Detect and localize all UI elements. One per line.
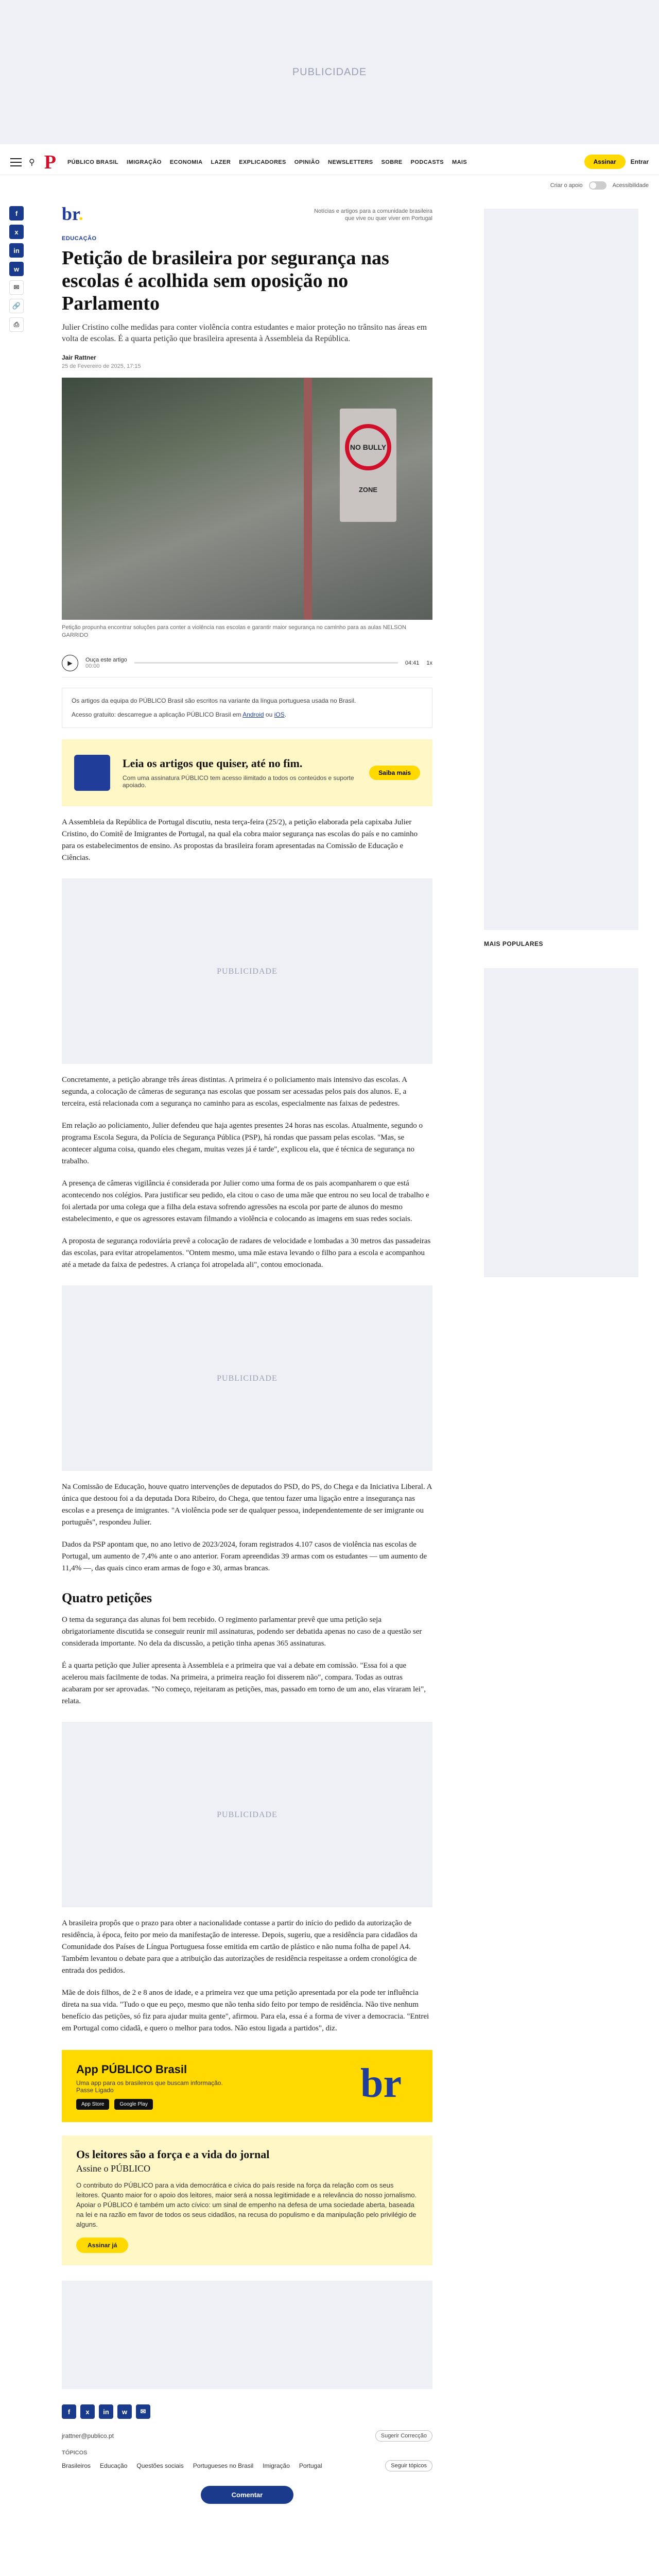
audio-progress[interactable] [134,662,398,664]
login-button[interactable]: Entrar [630,158,649,165]
share-icon[interactable]: 🔗 [9,299,24,313]
search-icon[interactable]: ⚲ [29,158,35,167]
nav-link[interactable]: SOBRE [381,159,403,165]
support-subtitle: Assine o PÚBLICO [76,2163,151,2174]
nav-link[interactable]: MAIS [452,159,467,165]
audio-player [62,649,432,677]
topic-tag[interactable]: Questões sociais [136,2462,184,2469]
top-ad-banner [0,0,659,144]
topic-tag[interactable]: Portugueses no Brasil [193,2462,254,2469]
nav-link[interactable]: EXPLICADORES [239,159,286,165]
share-icon[interactable]: ⎙ [9,317,24,332]
sidebar-ad-2 [484,968,638,1277]
notice-or: ou [265,711,273,718]
author-contact [62,2430,432,2442]
article-title: Petição de brasileira por segurança nas escolas é acolhida sem oposição no Parlamento [62,247,389,314]
author-email[interactable]: jrattner@publico.pt [62,2432,114,2439]
menu-icon[interactable] [10,158,22,166]
audio-total: 04:41 [405,659,420,666]
accessibility-label: Acessibilidade [612,182,649,189]
photo-caption: Petição propunha encontrar soluções para conter a violência nas escolas e garantir maior segurança no caminho para as aulas NELSON GARRIDO [62,624,406,638]
app-store-badge[interactable]: App Store [76,2099,109,2110]
support-desc: O contributo do PÚBLICO para a vida democrática e cívica do país reside na força da relação com os seus leitores. Quanto maior for o apoio dos leitores, maior será a nossa legitimidade e a relevância do nosso jornalismo. Apoiar o PÚBLICO é também um acto cívico: um sinal de empenho na defesa de uma sociedade aberta, baseada na lei e na razão em favor de todos os seus cidadãos, na recusa do populismo e da manipulação pelo privilégio de alguns. [76,2181,417,2228]
topic-tag[interactable]: Educação [100,2462,128,2469]
comment-button[interactable]: Comentar [201,2486,293,2504]
nav-link[interactable]: NEWSLETTERS [328,159,373,165]
paragraph: É a quarta petição que Julier apresenta à Assembleia e a primeira que vai a debate em comissão. "Essa foi a que acelerou mais facilmente de todas. Na primeira, a primeira reação foi disserem não", compara. Todas as outras acabaram por ser aprovadas. "No começo, rejeitaram as petições, mas, passado em torno de um ano, elas viraram lei", relata. [62,1662,426,1705]
nav-link[interactable]: ECONOMIA [169,159,203,165]
nav-link[interactable]: PÚBLICO BRASIL [67,159,119,165]
publico-logo[interactable]: P [44,151,56,173]
author-name[interactable]: Jair Rattner [62,354,96,361]
topic-tag[interactable]: Brasileiros [62,2462,91,2469]
accessibility-toggle[interactable] [589,181,606,190]
publico-brasil-logo[interactable]: br. [62,204,83,224]
share-icon[interactable]: x [9,225,24,239]
nav-link[interactable]: IMIGRAÇÃO [127,159,162,165]
sub-navbar [0,178,659,193]
nav-links [67,159,467,165]
paragraph: O tema da segurança das alunas foi bem recebido. O regimento parlamentar prevê que uma petição seja obrigatoriamente discutida se conseguir reunir mil assinaturas, podendo ser debatida apenas no caso de a questão ser considerada importante. No dela da discussão, a petição tinha apenas 365 assinaturas. [62,1616,422,1648]
google-play-badge[interactable]: Google Play [114,2099,152,2110]
promo-title: Leia os artigos que quiser, até no fim. [123,757,303,770]
paragraph: Dados da PSP apontam que, no ano letivo de 2023/2024, foram registrados 4.107 casos de violência nas escolas de Portugal, um aumento de 7,4% ante o ano anterior. Foram apreendidas 39 armas com os estudantes — um aumento de 11,4% —, das quais cinco eram armas de fogo e 30, armas brancas. [62,1540,427,1572]
support-button[interactable]: Assinar já [76,2238,128,2253]
follow-topics-button[interactable]: Seguir tópicos [385,2460,432,2471]
share-icon[interactable]: x [80,2404,95,2419]
app-br-logo: br [360,2061,402,2106]
share-icon[interactable]: ✉ [136,2404,150,2419]
paragraph: Mãe de dois filhos, de 2 e 8 anos de idade, e a primeira vez que uma petição apresentada por ela pode ter influência direta na sua vida. "Tudo o que eu peço, mesmo que não tenha sido feito por tempo de residência. Não tive nenhum benefício das petições, só fiz para ajudar muita gente", afirmou. Para ela, essa é a forma de viver a democracia. "Entrei em Portugal como cidadã, e quero o melhor para todos. Não estou ligada a partidos", diz. [62,1989,429,2032]
subscription-promo [62,739,432,806]
publish-date: 25 de Fevereiro de 2025, 17:15 [62,363,141,369]
audio-label: Ouça este artigo [85,656,127,663]
devices-icon [74,755,110,791]
promo-button[interactable]: Saiba mais [369,766,420,780]
language-notice: Os artigos da equipa do PÚBLICO Brasil são escritos na variante da língua portuguesa usada no Brasil. Acesso gratuito: descarregue a aplicação PÚBLICO Brasil em Android ou iOS. [62,688,432,728]
share-icon[interactable]: w [9,262,24,276]
subheading: Quatro petições [62,1590,152,1605]
audio-speed[interactable]: 1x [426,659,432,666]
bottom-ad [62,2281,432,2389]
nav-link[interactable]: LAZER [211,159,231,165]
paragraph: A Assembleia da República de Portugal discutiu, nesta terça-feira (25/2), a petição elaborada pela capixaba Julier Cristino, do Comitê de Imigrantes de Portugal, na qual ela cobra maior segurança nas escolas do país e no caminho para os estabelecimentos de ensino. As propostas da brasileira foram apresentadas na Comissão de Educação e Ciências. [62,818,418,862]
share-icon[interactable]: f [62,2404,76,2419]
topic-tag[interactable]: Imigração [263,2462,290,2469]
share-icon[interactable]: w [117,2404,132,2419]
notice-app-text: Acesso gratuito: descarregue a aplicação PÚBLICO Brasil em [72,711,241,718]
article-body [62,817,432,2035]
inline-ad: PUBLICIDADE [62,1285,432,1471]
topics-label: TÓPICOS [62,2450,88,2456]
share-sidebar [9,206,24,332]
sign-circle: NO BULLY [345,424,391,470]
no-bully-sign [340,409,396,522]
paragraph: A brasileira propôs que o prazo para obter a nacionalidade contasse a partir do início do pedido da autorização de residência, à época, feito por meio da manifestação de interesse. Depois, sugeriu, que a residência para cidadãos da Comunidade dos Países de Língua Portuguesa fosse emitida em cartão de plástico e não numa folha de papel A4. Também levantou o debate para que a atribuição das autorizações de residência respeitasse a ordem cronológica de entrada dos pedidos. [62,1919,418,1975]
subscribe-button[interactable]: Assinar [584,155,626,169]
notice-text: Os artigos da equipa do PÚBLICO Brasil são escritos na variante da língua portuguesa usada no Brasil. [72,697,356,704]
share-row [62,2404,432,2419]
share-icon[interactable]: f [9,206,24,221]
paragraph: Concretamente, a petição abrange três áreas distintas. A primeira é o policiamento mais intensivo das escolas. A segunda, a colocação de câmeras de segurança nas escolas que possam ser acessadas pelos pais dos alunos. E, a terceira, está relacionada com a segurança no caminho para as escolas, especialmente nas faixas de pedestres. [62,1076,407,1108]
ad-label: PUBLICIDADE [292,66,367,78]
share-icon[interactable]: in [9,243,24,258]
nav-actions [584,155,649,169]
sidebar-ad-1 [484,209,638,930]
inline-ad: PUBLICIDADE [62,878,432,1064]
correction-button[interactable]: Sugerir Correcção [375,2430,432,2442]
article-photo [62,378,432,620]
support-box [62,2136,432,2265]
nav-link[interactable]: PODCASTS [410,159,444,165]
share-icon[interactable]: in [99,2404,113,2419]
right-sidebar [484,209,638,1277]
photo-pole [304,378,312,620]
support-title: Os leitores são a força e a vida do jornal [76,2148,270,2161]
share-icon[interactable]: ✉ [9,280,24,295]
promo-desc: Com uma assinatura PÚBLICO tem acesso ilimitado a todos os conteúdos e suporte apoiado. [123,774,354,789]
app-promo[interactable] [62,2050,432,2122]
audio-time: 00:00 [85,663,100,669]
play-icon[interactable]: ▶ [62,655,78,671]
inline-ad: PUBLICIDADE [62,1722,432,1907]
topic-tag[interactable]: Portugal [299,2462,322,2469]
paragraph: Na Comissão de Educação, houve quatro intervenções de deputados do PSD, do PS, do Chega e da Iniciativa Liberal. A única que destoou foi a da deputada Dora Ribeiro, do Chega, que tentou fazer uma ligação entre a insegurança nas escolas e a presença de imigrantes. "A violência pode ser de qualquer pessoa, independentemente de ser imigrante ou português", respondeu Julier. [62,1483,432,1527]
paragraph: Em relação ao policiamento, Julier defendeu que haja agentes presentes 24 horas nas escolas. Atualmente, segundo o programa Escola Segura, da Polícia de Segurança Pública (PSP), há rondas que passam pelas escolas. "Mas, se acontecer alguma coisa, quando eles chegam, muitas vezes já é tarde", explicou ela, que é técnica de segurança no trabalho. [62,1122,423,1165]
most-popular-title: MAIS POPULARES [484,940,544,947]
brand-tagline: Notícias e artigos para a comunidade brasileira que vive ou quer viver em Portugal [314,208,432,222]
topics-list [62,2460,432,2471]
android-link[interactable]: Android [242,711,264,718]
article [62,204,432,2504]
nav-link[interactable]: OPINIÃO [294,159,320,165]
main-navbar [0,149,659,175]
ios-link[interactable]: iOS [274,711,285,718]
section-label[interactable]: EDUCAÇÃO [62,235,97,242]
app-promo-desc: Uma app para os brasileiros que buscam informação. Passe Ligado [76,2079,223,2094]
support-link[interactable]: Criar o apoio [550,182,583,189]
sign-zone: ZONE [358,486,378,494]
app-promo-title: App PÚBLICO Brasil [76,2062,187,2076]
paragraph: A presença de câmeras vigilância é considerada por Julier como uma forma de os pais acompanharem o que está acontecendo nos colégios. Para justificar seu pedido, ela citou o caso de uma mãe que entrou no seu local de trabalho e foi alertada por uma colega que a filha dela estava sofrendo agressões na escola por parte de alunos do mesmo estabelecimento, e que os agressores estavam filmando a violência e colocando as imagens em suas redes sociais. [62,1179,429,1223]
article-lead: Julier Cristino colhe medidas para conter violência contra estudantes e maior proteção no trânsito nas áreas em volta de escolas. É a quarta petição que brasileira apresenta à Assembleia da República. [62,323,427,343]
paragraph: A proposta de segurança rodoviária prevê a colocação de radares de velocidade e lombadas a 30 metros das passadeiras das escolas, para evitar atropelamentos. "Ontem mesmo, uma mãe estava levando o filho para a escola e acompanhou até a metade da faixa de pedestres. A criança foi atropelada ali", contou emocionada. [62,1237,431,1269]
